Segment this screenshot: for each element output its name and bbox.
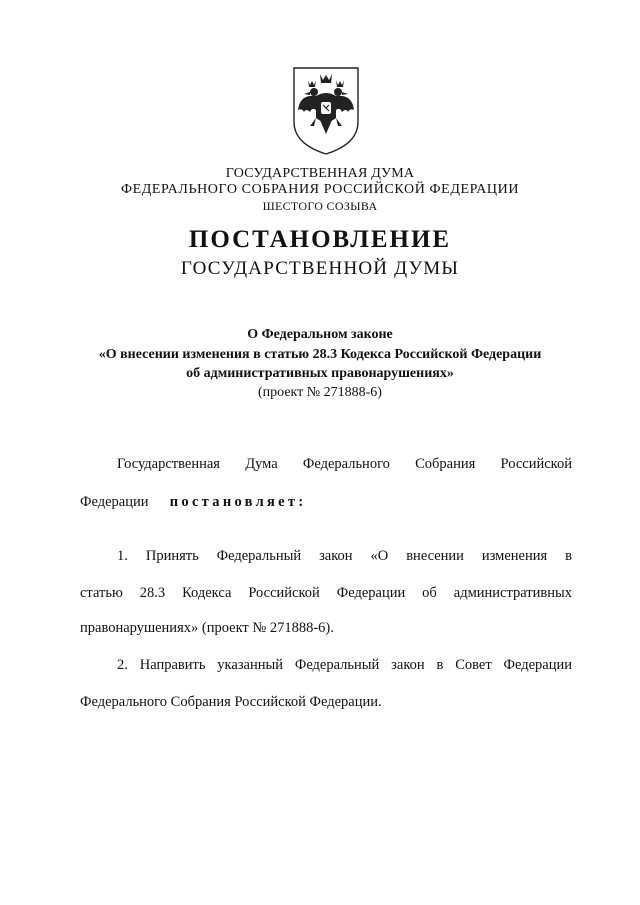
document-title: ПОСТАНОВЛЕНИЕ (188, 226, 452, 253)
document-issuer: ГОСУДАРСТВЕННОЙ ДУМЫ (180, 258, 460, 279)
item1-line2: статью 28.3 Кодекса Российской Федерации об административных (80, 585, 572, 601)
subject-line2: «О внесении изменения в статью 28.3 Кодекса Российской Федерации (98, 347, 542, 362)
item2-line2: Федерального Собрания Российской Федерации. (80, 694, 382, 710)
item1-line3: правонарушениях» (проект № 271888-6). (80, 620, 334, 636)
org-name-line2: ФЕДЕРАЛЬНОГО СОБРАНИЯ РОССИЙСКОЙ ФЕДЕРАЦИИ (120, 182, 520, 197)
coat-of-arms-icon (290, 64, 362, 156)
subject-line3: об административных правонарушениях» (186, 366, 454, 381)
project-number: (проект № 271888-6) (258, 385, 382, 400)
item2-line1: 2. Направить указанный Федеральный закон в Совет Федерации (117, 657, 572, 673)
preamble-federation: Федерации (80, 494, 149, 510)
convocation-label: ШЕСТОГО СОЗЫВА (262, 199, 378, 213)
preamble-line1: Государственная Дума Федерального Собрания Российской (117, 456, 572, 472)
subject-line1: О Федеральном законе (247, 327, 393, 342)
preamble-line2 (80, 494, 572, 511)
decree-word: постановляет: (169, 494, 307, 510)
item1-line1: 1. Принять Федеральный закон «О внесении изменения в (117, 548, 572, 564)
org-name-line1: ГОСУДАРСТВЕННАЯ ДУМА (225, 166, 415, 181)
